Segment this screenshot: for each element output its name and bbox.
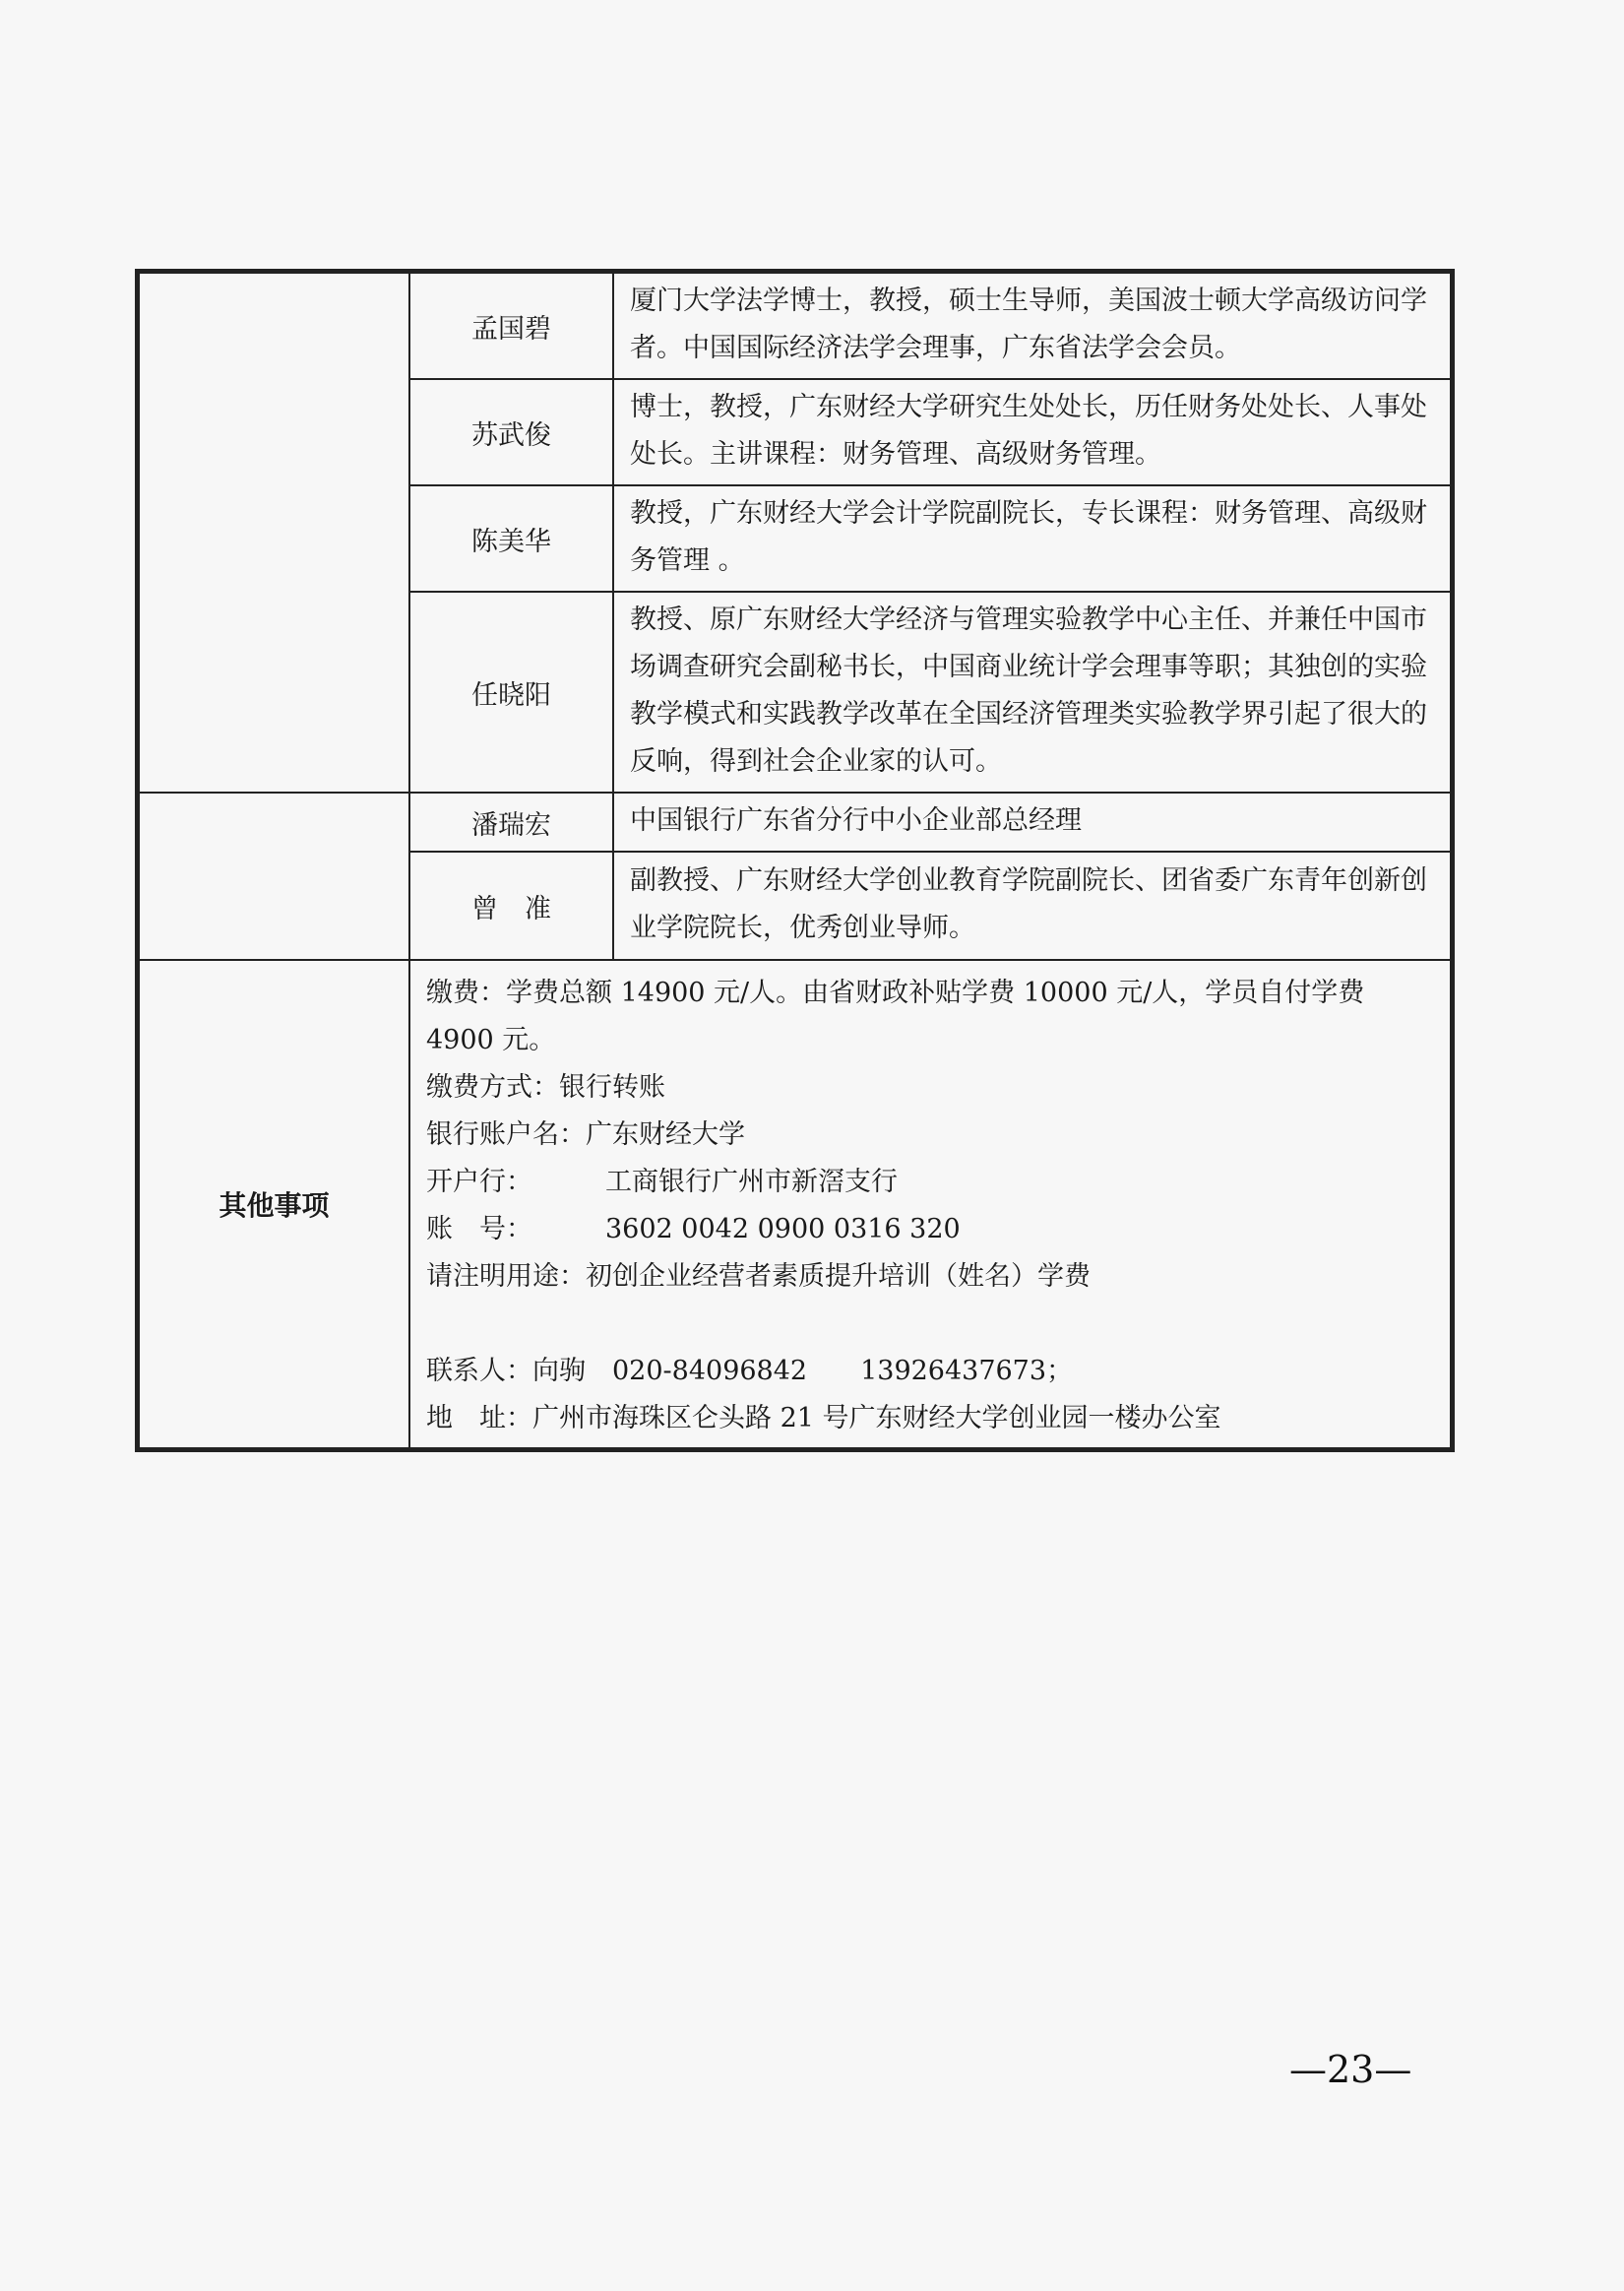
address-text: 地 址：广州市海珠区仑头路 21 号广东财经大学创业园一楼办公室 — [426, 1403, 1221, 1433]
instructor-name: 陈美华 — [409, 485, 613, 592]
category-other: 其他事项 — [139, 960, 409, 1448]
bank-value: 工商银行广州市新滘支行 — [605, 1167, 898, 1197]
instructor-name: 任晓阳 — [409, 592, 613, 793]
instructor-desc: 副教授、广东财经大学创业教育学院副院长、团省委广东青年创新创业学院院长，优秀创业导师。 — [613, 852, 1451, 960]
bank-label: 开户行： — [426, 1167, 532, 1197]
instructor-name: 潘瑞宏 — [409, 793, 613, 852]
other-details — [409, 960, 1451, 1448]
category-cell-empty — [139, 273, 409, 793]
instructor-desc: 教授，广东财经大学会计学院副院长，专长课程：财务管理、高级财务管理 。 — [613, 485, 1451, 592]
account-name: 银行账户名：广东财经大学 — [426, 1119, 745, 1150]
category-cell-empty — [139, 793, 409, 960]
info-table — [135, 269, 1455, 1452]
spacer — [426, 1301, 1438, 1348]
payment-method: 缴费方式：银行转账 — [426, 1072, 665, 1103]
account-label: 账 号： — [426, 1214, 532, 1244]
instructor-name: 曾 准 — [409, 852, 613, 960]
instructor-desc: 教授、原广东财经大学经济与管理实验教学中心主任、并兼任中国市场调查研究会副秘书长，中国商业统计学会理事等职；其独创的实验教学模式和实践教学改革在全国经济管理类实验教学界引起了很大的反响，得到社会企业家的认可。 — [613, 592, 1451, 793]
purpose-text: 请注明用途：初创企业经营者素质提升培训（姓名）学费 — [426, 1261, 1091, 1292]
fee-text: 缴费：学费总额 14900 元/人。由省财政补贴学费 10000 元/人，学员自付学费 4900 元。 — [426, 978, 1365, 1055]
account-value: 3602 0042 0900 0316 320 — [605, 1214, 961, 1244]
instructor-desc: 博士，教授，广东财经大学研究生处处长，历任财务处处长、人事处处长。主讲课程：财务管理、高级财务管理。 — [613, 379, 1451, 485]
account-row — [426, 1206, 1438, 1253]
page-number: —23— — [1289, 2048, 1412, 2091]
contact-text: 联系人：向驹 020-84096842 13926437673； — [426, 1356, 1074, 1386]
instructor-name: 孟国碧 — [409, 273, 613, 379]
instructor-name: 苏武俊 — [409, 379, 613, 485]
instructor-desc: 中国银行广东省分行中小企业部总经理 — [613, 793, 1451, 852]
bank-row — [426, 1159, 1438, 1206]
instructor-desc: 厦门大学法学博士，教授，硕士生导师，美国波士顿大学高级访问学者。中国国际经济法学会理事，广东省法学会会员。 — [613, 273, 1451, 379]
